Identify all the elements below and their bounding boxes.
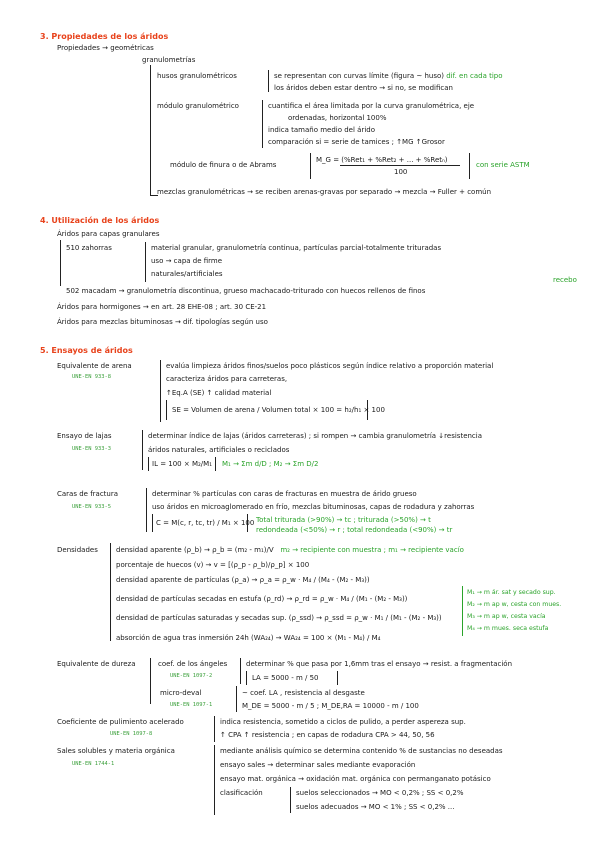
caras-brace	[146, 488, 147, 532]
angeles-brace	[240, 658, 241, 684]
angeles-formula: LA = 5000 - m / 50	[252, 674, 319, 682]
deval-brace	[236, 686, 237, 712]
husos-brace	[268, 70, 269, 92]
sales-standard: UNE-EN 1744-1	[72, 761, 115, 767]
dens-text-5: densidad de partículas saturadas y secadas sup. (ρ_ssd) → ρ_ssd = ρ_w · M₁ / (M₁ - (M₂ - M₃))	[116, 614, 442, 622]
sales-label: Sales solubles y materia orgánica	[57, 747, 175, 755]
zahorras-text-3: naturales/artificiales	[151, 270, 223, 278]
hormigones-line: Áridos para hormigones → en art. 28 EHE-08 ; art. 30 CE-21	[57, 303, 267, 311]
modulo-text-2: ordenadas, horizontal 100%	[288, 114, 387, 122]
pulimiento-brace	[214, 716, 215, 742]
modulo-text-1: cuantifica el área limitada por la curva granulométrica, eje	[268, 102, 475, 110]
section-4-title: 4. Utilización de los áridos	[40, 216, 160, 225]
dureza-label: Equivalente de dureza	[57, 660, 136, 668]
ea-formula: SE = Volumen de arena / Volumen total × 100 = h₂/h₁ × 100	[172, 406, 385, 414]
pulimiento-standard: UNE-EN 1097-8	[110, 731, 153, 737]
sales-text-3: ensayo mat. orgánica → oxidación mat. orgánica con permanganato potásico	[220, 775, 491, 783]
deval-standard: UNE-EN 1097-1	[170, 702, 213, 708]
clasificacion-text-1: suelos seleccionados → MO < 0,2% ; SS < 0,2%	[296, 789, 464, 797]
capas-label: Áridos para capas granulares	[57, 230, 160, 238]
zahorras-text-2: uso → capa de firme	[151, 257, 223, 265]
ea-text-3: ↑Eq.A (SE) ↑ calidad material	[166, 389, 272, 397]
mezclas-line: mezclas granulométricas → se reciben arenas-gravas por separado → mezcla → Fuller + común	[157, 188, 492, 196]
dureza-brace	[150, 658, 151, 704]
lajas-brace	[142, 430, 143, 470]
modulo-brace	[262, 100, 263, 148]
dens-text-4: densidad de partículas secadas en estufa (ρ_rd) → ρ_rd = ρ_w · M₄ / (M₁ - (M₂ - M₃))	[116, 595, 408, 603]
sales-text-1: mediante análisis químico se determina contenido % de sustancias no deseadas	[220, 747, 503, 755]
granulometrias-label: granulometrías	[142, 56, 196, 64]
deval-formula: M_DE = 5000 - m / 5 ; M_DE,RA = 10000 - m / 100	[242, 702, 419, 710]
caras-note-2: redondeada (<50%) → r ; total redondeada (<90%) → tr	[256, 526, 453, 534]
lajas-formula: IL = 100 × M₂/M₁	[152, 460, 213, 468]
section-5-title: 5. Ensayos de áridos	[40, 346, 133, 355]
bituminosas-line: Áridos para mezclas bituminosas → dif. tipologías según uso	[57, 318, 268, 326]
caras-standard: UNE-EN 933-5	[72, 504, 111, 510]
sales-text-2: ensayo sales → determinar sales mediante evaporación	[220, 761, 416, 769]
finura-note: con serie ASTM	[476, 161, 530, 169]
deval-text: ~ coef. LA , resistencia al desgaste	[242, 689, 365, 697]
deval-label: micro-deval	[160, 689, 202, 697]
finura-formula-bottom: 100	[394, 168, 408, 176]
recebo-note: recebo	[553, 276, 577, 284]
husos-label: husos granulométricos	[157, 72, 237, 80]
sales-clasificacion-label: clasificación	[220, 789, 263, 797]
lajas-text-1: determinar índice de lajas (áridos carreteras) ; si rompen → cambia granulometría ↓resistencia	[148, 432, 483, 440]
modulo-text-4: comparación si = serie de tamices ; ↑MG ↑Grosor	[268, 138, 445, 146]
dens-text-2: porcentaje de huecos (v) → v = [(ρ_p - ρ_b)/ρ_p] × 100	[116, 561, 310, 569]
clasificacion-brace	[290, 787, 291, 813]
propiedades-line: Propiedades → geométricas	[57, 44, 154, 52]
husos-text-1: se representan con curvas límite (figura ~ huso) dif. en cada tipo	[274, 72, 503, 80]
clasificacion-text-2: suelos adecuados → MO < 1% ; SS < 0,2% ...	[296, 803, 455, 811]
pulimiento-label: Coeficiente de pulimiento acelerado	[57, 718, 184, 726]
finura-label: módulo de finura o de Abrams	[170, 161, 277, 169]
zahorras-text-1: material granular, granulometría continua, partículas parcial-totalmente trituradas	[151, 244, 442, 252]
ea-text-1: evalúa limpieza áridos finos/suelos poco plásticos según índice relativo a proporción material	[166, 362, 494, 370]
dens-legend-brace	[462, 586, 463, 636]
husos-text-2: los áridos deben estar dentro → si no, se modifican	[274, 84, 453, 92]
densidades-label: Densidades	[57, 546, 98, 554]
lajas-text-2: áridos naturales, artificiales o reciclados	[148, 446, 290, 454]
caras-formula: C = M(c, r, tc, tr) / M₁ × 100	[156, 519, 255, 527]
caras-note-1: Total triturada (>90%) → tc ; triturada (>50%) → t	[256, 516, 431, 524]
equivalente-arena-brace	[160, 360, 161, 422]
zahorras-label: 510 zahorras	[66, 244, 112, 252]
dens-text-6: absorción de agua tras inmersión 24h (WA₂₄) → WA₂₄ = 100 × (M₁ - M₄) / M₄	[116, 634, 381, 642]
modulo-label: módulo granulométrico	[157, 102, 239, 110]
zahorras-brace	[145, 242, 146, 282]
capas-brace	[60, 240, 61, 286]
finura-fraction-bar	[340, 165, 460, 166]
dens-legend-3: M₃ → m ap w, cesta vacía	[467, 613, 546, 620]
equivalente-arena-standard: UNE-EN 933-8	[72, 374, 111, 380]
lajas-note: M₁ → Σm d/D ; M₂ → Σm D/2	[222, 460, 319, 468]
dens-text-1: densidad aparente (ρ_b) → ρ_b = (m₂ - m₁)/V m₂ → recipiente con muestra ; m₁ → recipiente vacío	[116, 546, 464, 554]
granulometrias-tree	[150, 65, 158, 196]
modulo-text-3: indica tamaño medio del árido	[268, 126, 375, 134]
pulimiento-text-1: indica resistencia, sometido a ciclos de pulido, a perder aspereza sup.	[220, 718, 466, 726]
equivalente-arena-label: Equivalente de arena	[57, 362, 132, 370]
lajas-standard: UNE-EN 933-3	[72, 446, 111, 452]
dens-legend-1: M₁ → m ár. sat y secado sup.	[467, 589, 556, 596]
caras-text-1: determinar % partículas con caras de fracturas en muestra de árido grueso	[152, 490, 417, 498]
caras-text-2: uso áridos en microaglomerado en frío, mezclas bituminosas, capas de rodadura y zahorras	[152, 503, 475, 511]
densidades-brace	[110, 543, 111, 641]
angeles-standard: UNE-EN 1097-2	[170, 673, 213, 679]
sales-brace	[214, 745, 215, 815]
lajas-label: Ensayo de lajas	[57, 432, 112, 440]
angeles-label: coef. de los ángeles	[158, 660, 228, 668]
caras-label: Caras de fractura	[57, 490, 119, 498]
angeles-text: determinar % que pasa por 1,6mm tras el ensayo → resist. a fragmentación	[246, 660, 512, 668]
dens-legend-2: M₂ → m ap w, cesta con mues.	[467, 601, 562, 608]
dens-text-3: densidad aparente de partículas (ρ_a) → ρ_a = ρ_w · M₄ / (M₄ - (M₂ - M₃))	[116, 576, 370, 584]
pulimiento-text-2: ↑ CPA ↑ resistencia ; en capas de rodadura CPA > 44, 50, 56	[220, 731, 435, 739]
finura-formula-top: M_G = (%Ret₁ + %Ret₂ + ... + %Retₙ)	[316, 156, 448, 164]
macadam-line: 502 macadam → granulometría discontinua, grueso machacado-triturado con huecos rellenos de finos	[66, 287, 426, 295]
ea-text-2: caracteriza áridos para carreteras,	[166, 375, 288, 383]
dens-legend-4: M₄ → m mues. seca estufa	[467, 625, 549, 632]
section-3-title: 3. Propiedades de los áridos	[40, 32, 169, 41]
